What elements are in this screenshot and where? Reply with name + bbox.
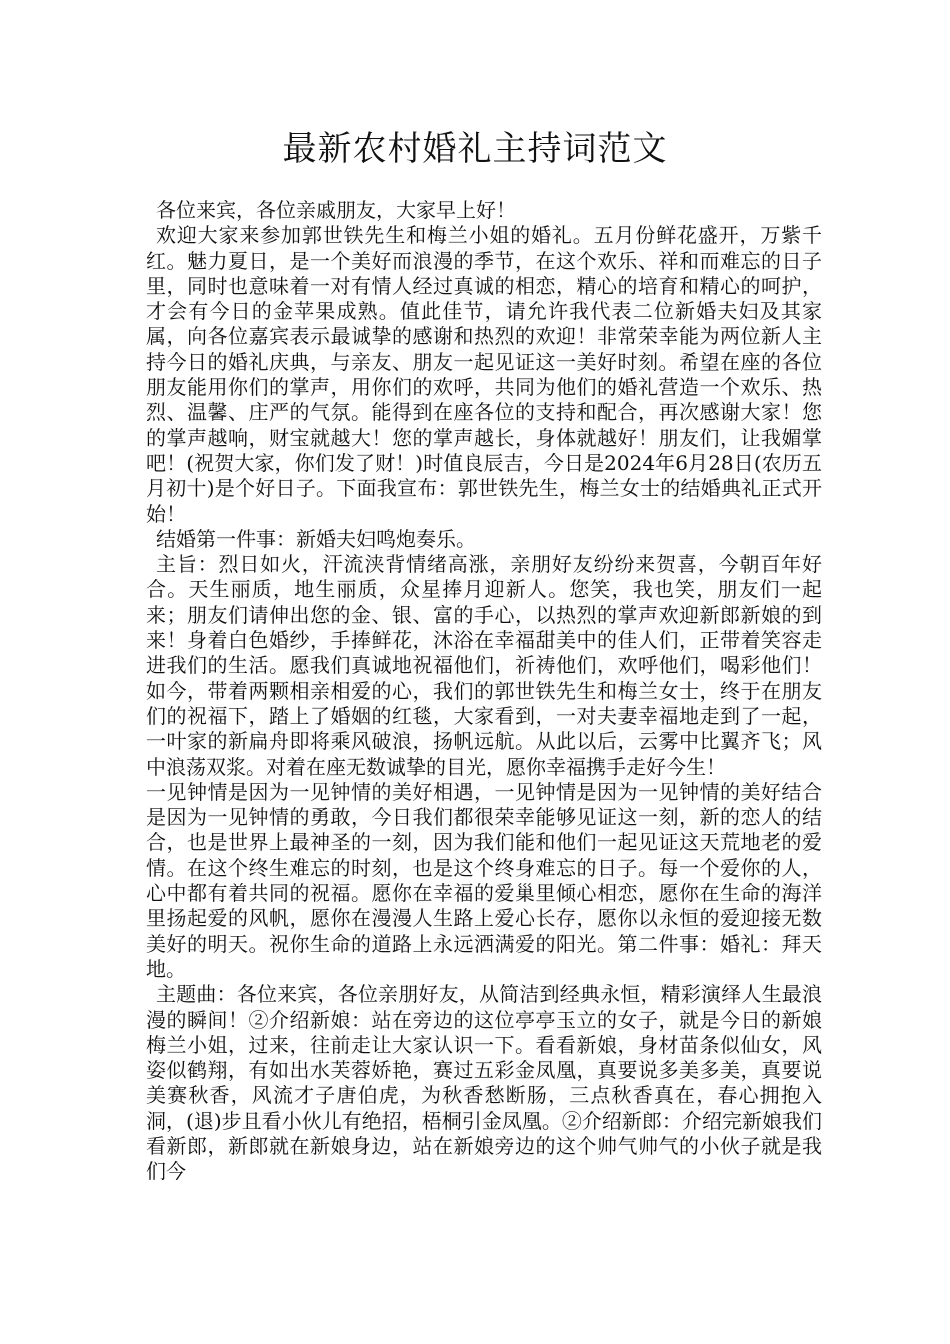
paragraph-welcome: 欢迎大家来参加郭世铁先生和梅兰小姐的婚礼。五月份鲜花盛开，万紫千红。魅力夏日，是一个美好而浪漫的季节，在这个欢乐、祥和而难忘的日子里，同时也意味着一对有情人经过真诚的相恋，精心的培育和精心的呵护，才会有今日的金苹果成熟。值此佳节，请允许我代表二位新婚夫妇及其家属，向各位嘉宾表示最诚挚的感谢和热烈的欢迎！非常荣幸能为两位新人主持今日的婚礼庆典，与亲友、朋友一起见证这一美好时刻。希望在座的各位朋友能用你们的掌声，用你们的欢呼，共同为他们的婚礼营造一个欢乐、热烈、温馨、庄严的气氛。能得到在座各位的支持和配合，再次感谢大家！您的掌声越响，财宝就越大！您的掌声越长，身体就越好！朋友们，让我媚掌吧！(祝贺大家，你们发了财！)时值良辰吉，今日是2024年6月28日(农历五月初十)是个好日子。下面我宣布：郭世铁先生，梅兰女士的结婚典礼正式开始！ xyxy=(146,223,822,526)
document-body xyxy=(146,198,822,1185)
page-title: 最新农村婚礼主持词范文 xyxy=(282,129,668,169)
paragraph-introductions: 主题曲：各位来宾，各位亲朋好友，从简洁到经典永恒，精彩演绎人生最浪漫的瞬间！②介绍新娘：站在旁边的这位亭亭玉立的女子，就是今日的新娘梅兰小姐，过来，往前走让大家认识一下。看看新娘，身材苗条似仙女，风姿似鹤翔，有如出水芙蓉娇艳，赛过五彩金凤凰，真要说多美多美，真要说美赛秋香，风流才子唐伯虎，为秋香愁断肠，三点秋香真在，春心拥抱入洞，(退)步且看小伙儿有绝招，梧桐引金凤凰。②介绍新郎：介绍完新娘我们看新郎，新郎就在新娘身边，站在新娘旁边的这个帅气帅气的小伙子就是我们今 xyxy=(146,982,822,1184)
paragraph-theme: 主旨：烈日如火，汗流浃背情绪高涨，亲朋好友纷纷来贺喜，今朝百年好合。天生丽质，地生丽质，众星捧月迎新人。您笑，我也笑，朋友们一起来；朋友们请伸出您的金、银、富的手心，以热烈的掌声欢迎新郎新娘的到来！身着白色婚纱，手捧鲜花，沐浴在幸福甜美中的佳人们，正带着笑容走进我们的生活。愿我们真诚地祝福他们，祈祷他们，欢呼他们，喝彩他们！如今，带着两颗相亲相爱的心，我们的郭世铁先生和梅兰女士，终于在朋友们的祝福下，踏上了婚姻的红毯，大家看到，一对夫妻幸福地走到了一起，一叶家的新扁舟即将乘风破浪，扬帆远航。从此以后，云雾中比翼齐飞；风中浪荡双浆。对着在座无数诚挚的目光，愿你幸福携手走好今生！ xyxy=(146,552,822,779)
paragraph-greeting: 各位来宾，各位亲戚朋友，大家早上好！ xyxy=(156,198,516,222)
paragraph-blessing: 一见钟情是因为一见钟情的美好相遇，一见钟情是因为一见钟情的美好结合是因为一见钟情的勇敢，今日我们都很荣幸能够见证这一刻，新的恋人的结合，也是世界上最神圣的一刻，因为我们能和他们一起见证这天荒地老的爱情。在这个终生难忘的时刻，也是这个终身难忘的日子。每一个爱你的人，心中都有着共同的祝福。愿你在幸福的爱巢里倾心相恋，愿你在生命的海洋里扬起爱的风帆，愿你在漫漫人生路上爱心长存，愿你以永恒的爱迎接无数美好的明天。祝你生命的道路上永远洒满爱的阳光。第二件事：婚礼：拜天地。 xyxy=(146,779,822,981)
paragraph-first-event: 结婚第一件事：新婚夫妇鸣炮奏乐。 xyxy=(156,526,476,551)
